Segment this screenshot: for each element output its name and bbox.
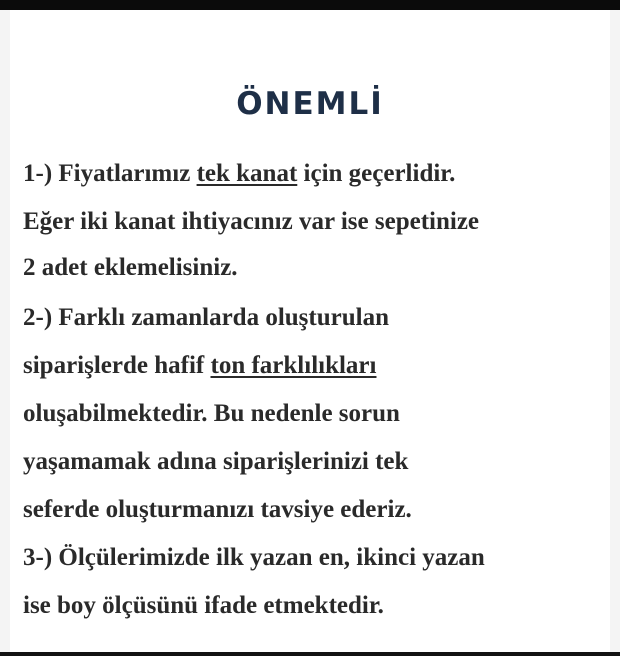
notice-line-3-text: 2 adet eklemelisiniz. bbox=[23, 254, 238, 281]
notice-line-6 bbox=[23, 400, 400, 428]
notice-line-2 bbox=[23, 208, 479, 236]
notice-line-2-text: Eğer iki kanat ihtiyacınız var ise sepetinize bbox=[23, 208, 480, 235]
notice-line-7-text: yaşamamak adına siparişlerinizi tek bbox=[23, 448, 409, 475]
notice-line-5-text: siparişlerde hafif bbox=[23, 352, 211, 379]
notice-line-1-text: 1-) Fiyatlarımız bbox=[23, 160, 197, 187]
notice-line-9-text: 3-) Ölçülerimizde ilk yazan en, ikinci yazan bbox=[23, 544, 485, 571]
notice-line-7 bbox=[23, 448, 408, 476]
page-title: ÖNEMLİ bbox=[236, 86, 384, 122]
notice-line-9 bbox=[23, 544, 485, 572]
notice-line-5-underlined: ton farklılıkları bbox=[210, 352, 377, 379]
notice-line-3 bbox=[23, 254, 238, 282]
notice-line-10-text: ise boy ölçüsünü ifade etmektedir. bbox=[23, 592, 384, 619]
notice-line-8 bbox=[23, 496, 412, 524]
top-border bbox=[0, 0, 620, 10]
notice-line-10 bbox=[23, 592, 384, 620]
notice-line-1 bbox=[23, 160, 455, 188]
bottom-border bbox=[0, 652, 620, 656]
notice-line-1-underlined: tek kanat bbox=[196, 160, 298, 187]
notice-line-8-text: seferde oluşturmanızı tavsiye ederiz. bbox=[23, 496, 412, 523]
notice-line-4 bbox=[23, 304, 389, 332]
notice-line-1-tail: için geçerlidir. bbox=[297, 160, 456, 187]
notice-line-6-text: oluşabilmektedir. Bu nedenle sorun bbox=[23, 400, 400, 427]
notice-line-5 bbox=[23, 352, 376, 380]
notice-line-4-text: 2-) Farklı zamanlarda oluşturulan bbox=[23, 304, 389, 331]
